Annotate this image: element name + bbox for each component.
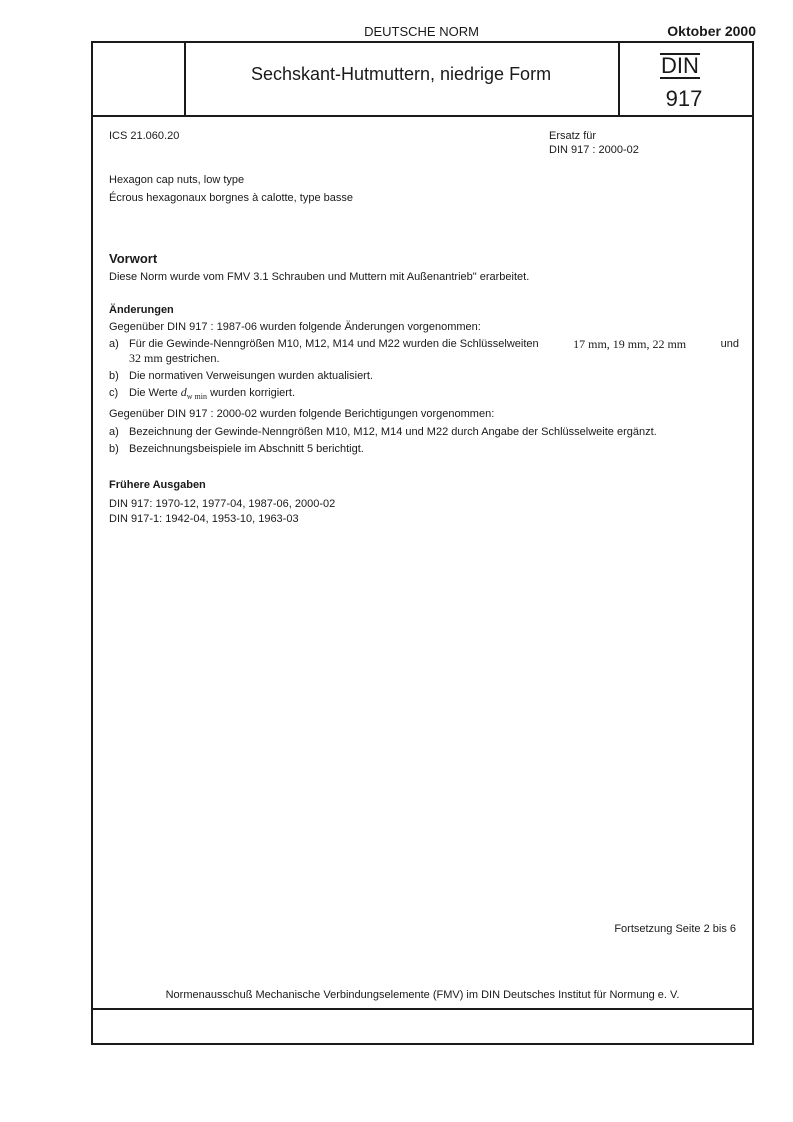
list-text-end: gestrichen. [165,353,220,365]
list-text-post: wurden korrigiert. [210,387,296,399]
header-divider [91,115,754,117]
page-title: Sechskant-Hutmuttern, niedrige Form [250,64,552,84]
committee-line: Normenausschuß Mechanische Verbindungselemente (FMV) im DIN Deutsches Institut für Normung e. V. [165,989,680,1001]
list-item-c [109,385,739,404]
title-french: Écrous hexagonaux borgnes à calotte, type basse [109,192,353,204]
continuation-note: Fortsetzung Seite 2 bis 6 [614,923,736,935]
aenderungen-heading: Änderungen [109,304,174,316]
replaces-value: DIN 917 : 2000-02 [549,144,639,156]
list-item-2a [109,425,739,439]
symbol-subscript: w min [186,392,207,401]
list-label: b) [109,443,119,455]
header-right-divider [618,41,620,117]
list-label: a) [109,338,119,350]
ics-code: ICS 21.060.20 [109,130,180,142]
publication-date: Oktober 2000 [667,23,756,39]
footer-divider [91,1008,754,1010]
list-text: Die normativen Verweisungen wurden aktualisiert. [129,370,373,382]
fruehere-line-2: DIN 917-1: 1942-04, 1953-10, 1963-03 [109,513,299,525]
vorwort-heading: Vorwort [109,251,158,266]
list-item-b [109,369,739,383]
list-text: Für die Gewinde-Nenngrößen M10, M12, M14 und M22 wurden die Schlüsselweiten [129,338,539,350]
list-text: Bezeichnung der Gewinde-Nenngrößen M10, M12, M14 und M22 durch Angabe der Schlüsselweite ergänzt. [129,426,657,438]
vorwort-text: Diese Norm wurde vom FMV 3.1 Schrauben und Muttern mit Außenantrieb" erarbeitet. [109,271,530,283]
list-text: Bezeichnungsbeispiele im Abschnitt 5 berichtigt. [129,443,364,455]
list-label: a) [109,426,119,438]
aenderungen-intro-1: Gegenüber DIN 917 : 1987-06 wurden folgende Änderungen vorgenommen: [109,321,481,333]
aenderungen-intro-2: Gegenüber DIN 917 : 2000-02 wurden folgende Berichtigungen vorgenommen: [109,408,495,420]
fruehere-line-1: DIN 917: 1970-12, 1977-04, 1987-06, 2000-02 [109,498,336,510]
list-label: c) [109,387,119,399]
symbol-d: d [180,385,187,399]
fruehere-heading: Frühere Ausgaben [109,479,206,491]
title-english: Hexagon cap nuts, low type [109,174,245,186]
wrench-size-last: 32 mm [129,351,163,365]
standard-type: DEUTSCHE NORM [364,24,479,39]
din-number: 917 [665,86,703,111]
list-label: b) [109,370,119,382]
replaces-label: Ersatz für [549,130,597,142]
list-item-a [109,337,739,366]
list-text-and: und [720,338,739,350]
list-item-2b [109,442,739,456]
din-logo [660,53,700,79]
list-text: Die Werte [129,387,178,399]
wrench-sizes: 17 mm, 19 mm, 22 mm [573,337,687,351]
din-logo-text: DIN [661,53,699,78]
